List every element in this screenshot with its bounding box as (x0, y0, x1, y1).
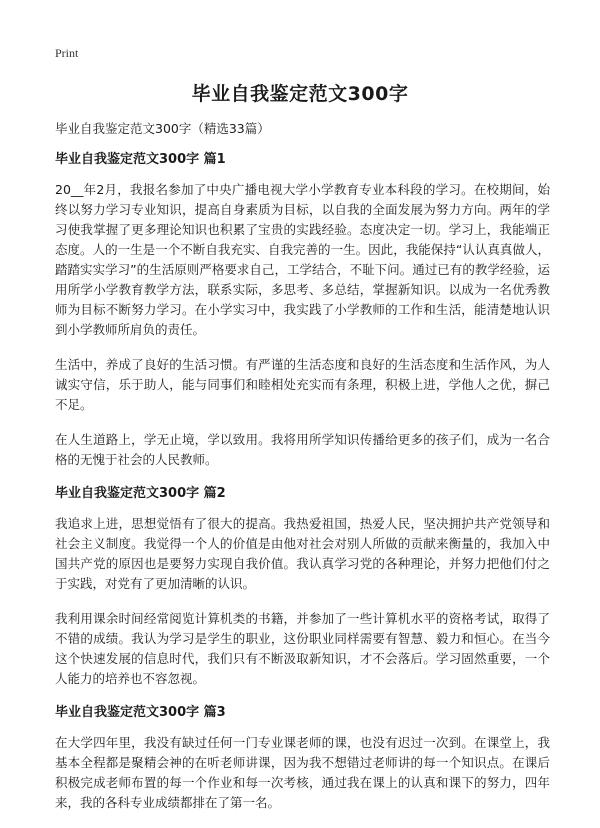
section-heading-2: 毕业自我鉴定范文300字 篇2 (55, 486, 226, 501)
section-1-paragraph-3: 在人生道路上，学无止境，学以致用。我将用所学知识传播给更多的孩子们，成为一名合格的无愧于社会的人民教师。 (55, 432, 550, 467)
section-3-paragraph-1: 在大学四年里，我没有缺过任何一门专业课老师的课，也没有迟过一次到。在课堂上，我基本全程都是聚精会神的在听老师讲课，因为我不想错过老师讲的每一个知识点。在课后积极完成老师布置的每一个作业和每一次考核，通过我在课上的认真和课下的努力，四年来，我的各科专业成绩都排在了第一名。 (55, 735, 550, 810)
section-2-paragraph-2: 我利用课余时间经常阅览计算机类的书籍，并参加了一些计算机水平的资格考试，取得了不错的成绩。我认为学习是学生的职业，这份职业同样需要有智慧、毅力和恒心。在当今这个快速发展的信息时代，我们只有不断汲取新知识，才不会落后。学习固然重要，一个人能力的培养也不容忽视。 (55, 611, 550, 686)
section-heading-3: 毕业自我鉴定范文300字 篇3 (55, 705, 226, 720)
page-title: 毕业自我鉴定范文300字 (191, 83, 409, 105)
article-body (55, 121, 550, 828)
section-heading-1: 毕业自我鉴定范文300字 篇1 (55, 152, 226, 167)
section-1-paragraph-2: 生活中，养成了良好的生活习惯。有严谨的生活态度和良好的生活态度和生活作风，为人诚实守信，乐于助人，能与同事们和睦相处充实而有条理，积极上进，学他人之优，摒己不足。 (55, 357, 550, 412)
section-2-paragraph-1: 我追求上进，思想觉悟有了很大的提高。我热爱祖国，热爱人民，坚决拥护共产党领导和社会主义制度。我觉得一个人的价值是由他对社会对别人所做的贡献来衡量的，我加入中国共产党的原因也是要努力实现自我价值。我认真学习党的各种理论，并努力把他们付之于实践，对党有了更加清晰的认识。 (55, 516, 550, 591)
article-subtitle: 毕业自我鉴定范文300字（精选33篇） (55, 121, 270, 136)
print-link[interactable]: Print (55, 46, 79, 60)
section-1-paragraph-1: 20__年2月，我报名参加了中央广播电视大学小学教育专业本科段的学习。在校期间，始终以努力学习专业知识，提高自身素质为目标，以自我的全面发展为努力方向。两年的学习使我掌握了更多理论知识也积累了宝贵的实践经验。态度决定一切。学习上，我能端正态度。人的一生是一个不断自我充实、自我完善的一生。因此，我能保持“认认真真做人，踏踏实实学习”的生活原则严格要求自己，工学结合，不耻下问。通过已有的教学经验，运用所学小学教育教学方法，联系实际，多思考、多总结，掌握新知识。以成为一名优秀教师为目标不断努力学习。在小学实习中，我实践了小学教师的工作和生活，能清楚地认识到小学教师所肩负的责任。 (55, 182, 550, 337)
